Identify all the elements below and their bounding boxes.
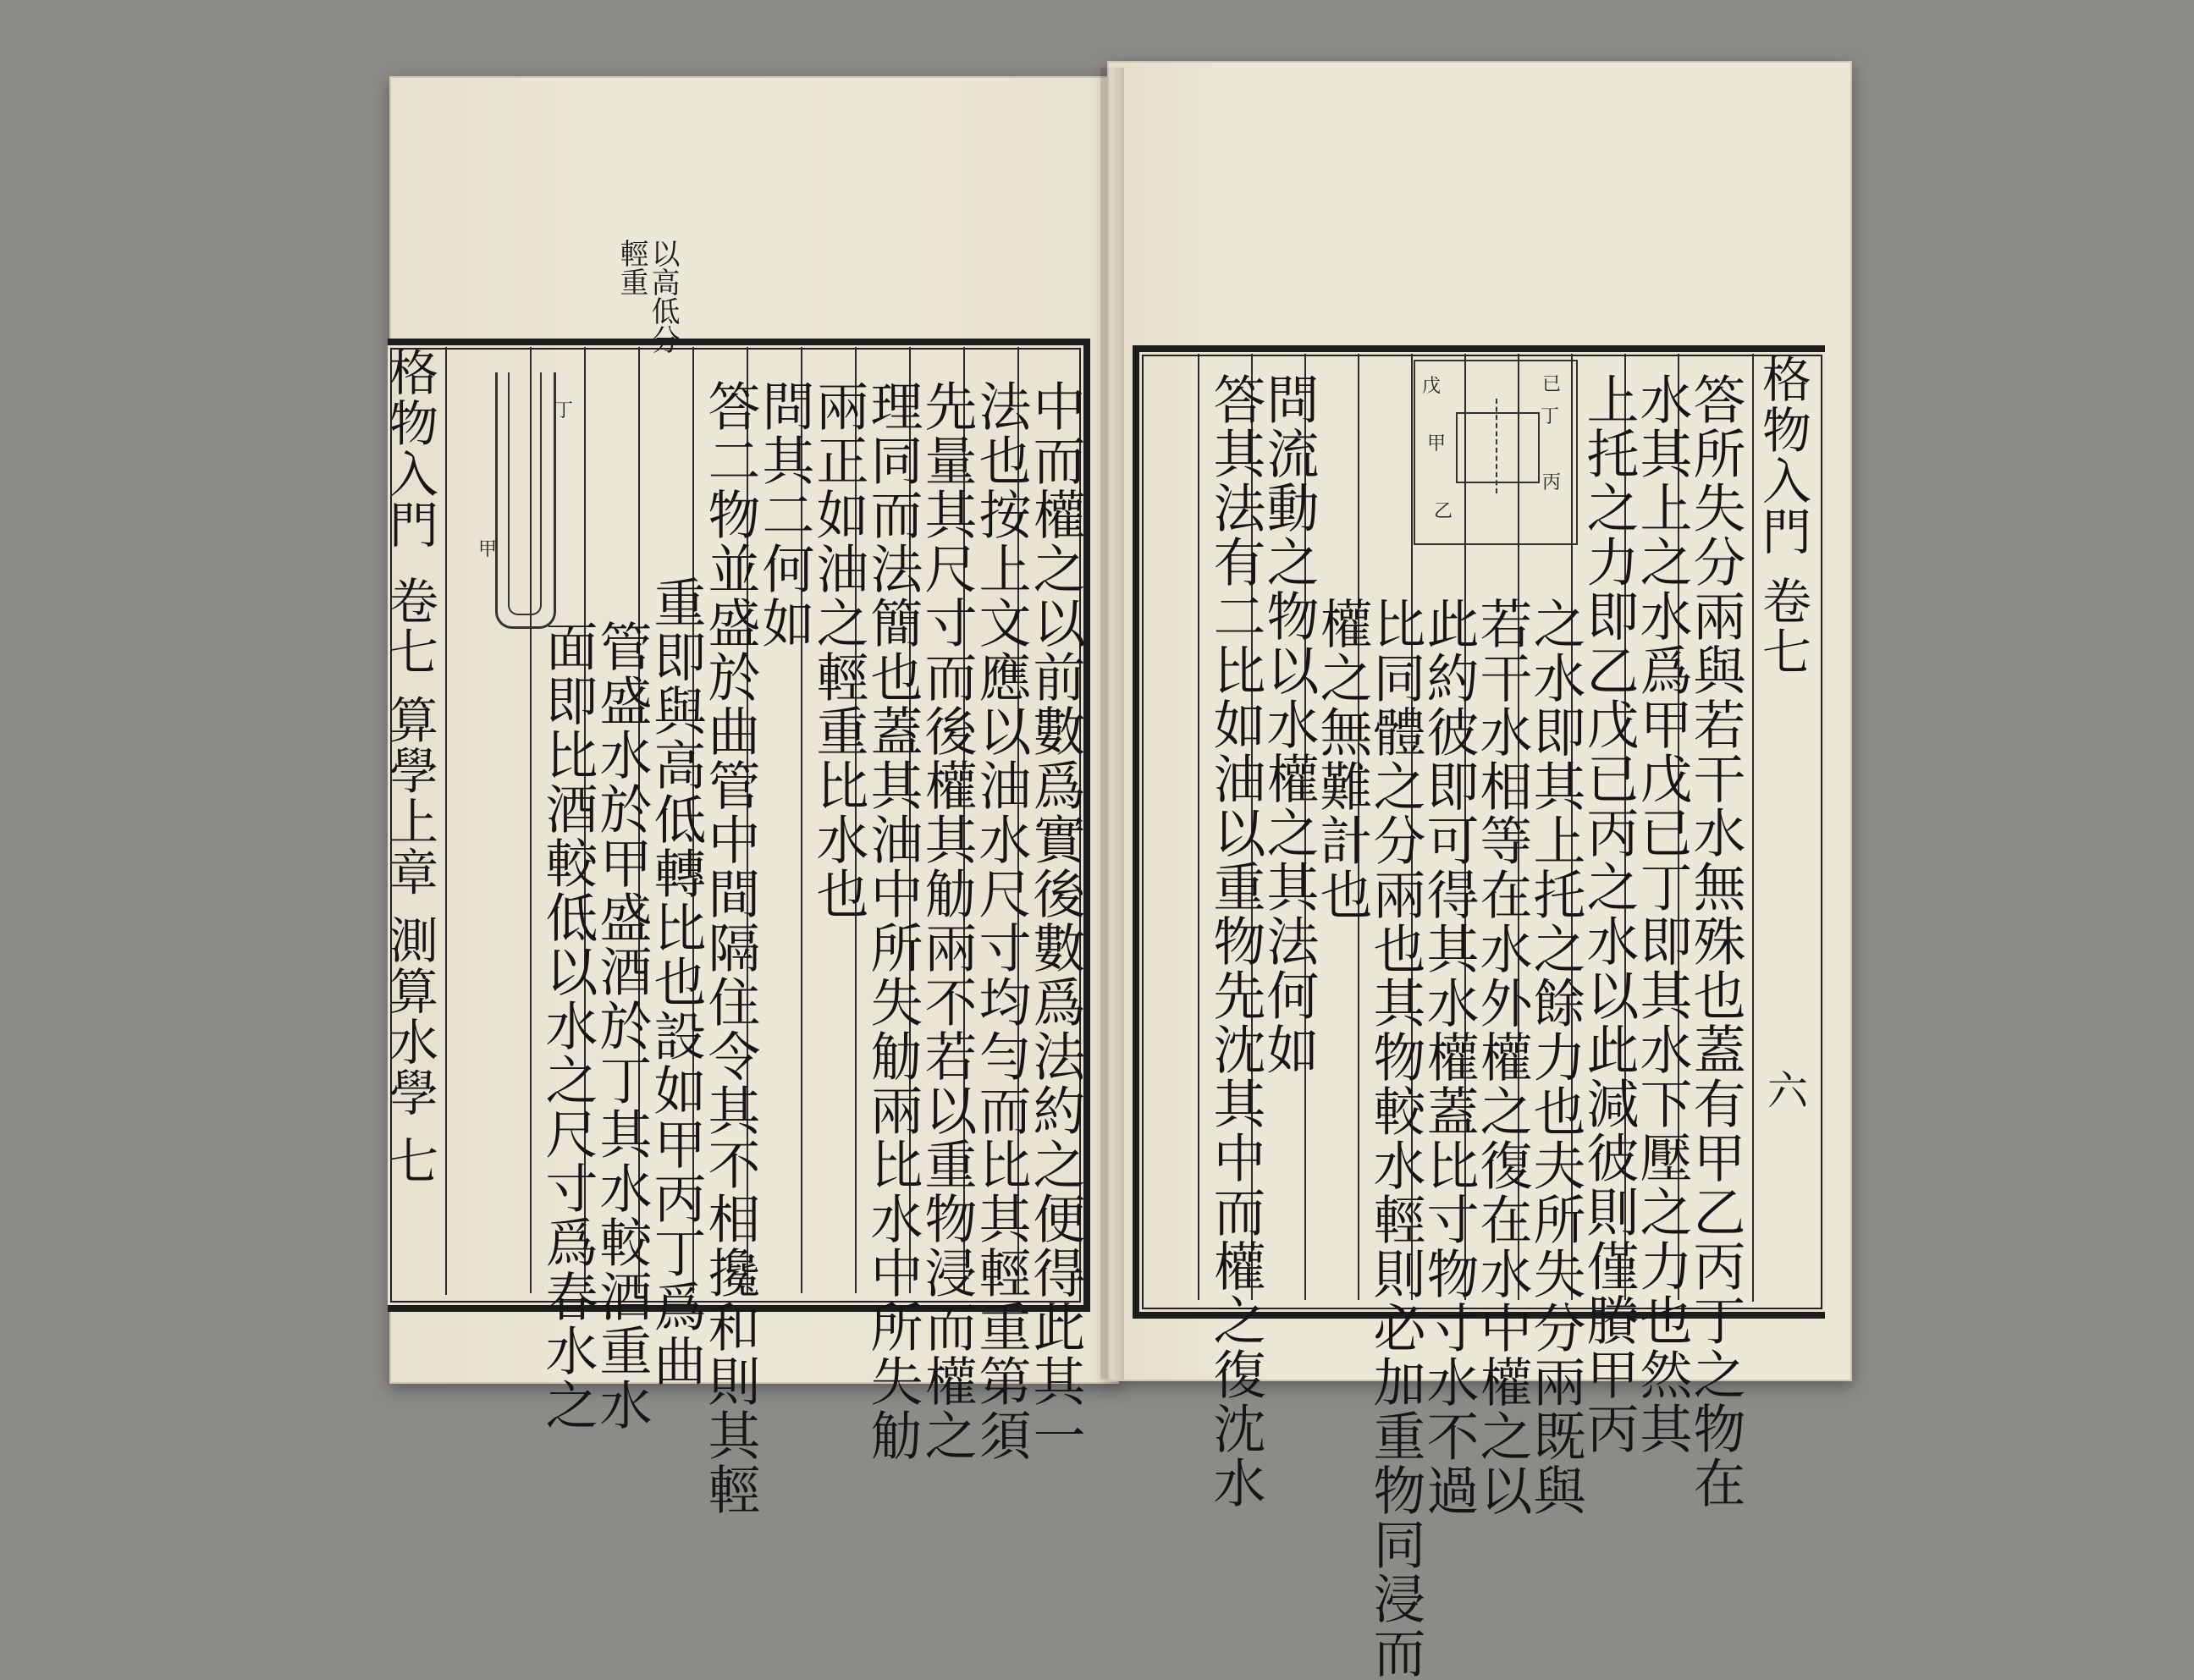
u-tube-label-ding: 丁 [554,400,574,421]
u-tube-inner [508,372,542,615]
left-margin-header: 格物入門 [381,347,438,550]
left-margin-rule [445,347,447,1295]
column-rule [530,347,532,1293]
rectangle-diagram [1414,360,1578,545]
left-top-note-1: 以高低分 [646,239,680,354]
column-rule [1198,354,1199,1300]
book-gutter [1100,68,1124,1380]
diagram-inner-rect [1456,412,1540,483]
left-page-column: 兩正如油之輕重比水也 [808,379,869,921]
left-margin-footer: 卷七 算學上章 測算水學 七 [381,576,438,1187]
diagram-label-yi: 乙 [1434,501,1453,522]
right-page-column: 此約彼即可得其水權蓋比寸物寸水不過 [1418,597,1480,1518]
right-page-column: 若干水相等在水外權之復在水中權之以 [1471,597,1533,1518]
u-tube-label-jia: 甲 [478,539,498,560]
diagram-dashed-line [1496,399,1497,493]
diagram-label-jia: 甲 [1427,433,1447,454]
left-page-column: 法也按上文應以油水尺寸均勻而比其輕重第須 [970,379,1032,1462]
right-margin-header: 格物入門 [1754,354,1811,557]
left-page-column: 管盛水於甲盛酒於丁其水較酒重水 [591,620,653,1432]
left-page-column: 重即與高低轉比也設如甲丙丁爲曲 [645,576,707,1388]
right-page-column: 問流動之物以水權之其法何如 [1258,372,1320,1077]
left-page-column: 先量其尺寸而後權其觔兩不若以重物浸而權之 [916,379,978,1462]
right-page-column: 之水即其上托之餘力也夫所失分兩既與 [1524,597,1586,1518]
right-page-column: 比同體之分兩也其物較水輕則必加重物同浸而 [1364,597,1426,1680]
left-page-column: 面即比酒較低以水之尺寸爲春水之 [537,620,598,1432]
left-page-column: 中而權之以前數爲實後數爲法約之便得此其一 [1024,379,1086,1462]
right-page-column: 答其法有二比如油以重物先沈其中而權之復沈水 [1204,372,1266,1510]
diagram-label-ding: 丁 [1541,406,1560,427]
left-top-note-2: 輕重 [615,239,648,296]
right-page-column: 答所失分兩與若干水無殊也蓋有甲乙丙丁之物在 [1684,372,1746,1510]
right-margin-rule [1752,354,1754,1302]
left-page-column: 答二物並盛於曲管中間隔住令其不相攙和則其輕 [699,379,761,1517]
left-page-column: 問其二何如 [753,379,815,650]
diagram-label-ji: 已 [1542,374,1562,395]
right-page-number: 六 [1767,1067,1809,1115]
diagram-label-wu: 戊 [1422,376,1442,397]
left-page-column: 理同而法簡也蓋其油中所失觔兩比水中所失觔 [862,379,923,1462]
right-page-column: 權之無難計也 [1311,597,1373,922]
right-page-column: 上托之力即乙戊已丙之水以此減彼則僅賸甲丙 [1578,372,1640,1456]
right-margin-footer: 卷七 [1754,576,1811,677]
diagram-label-bing: 丙 [1542,472,1562,493]
right-page-column: 水其上之水爲甲戊已丁即其水下壓之力也然其 [1631,372,1693,1456]
